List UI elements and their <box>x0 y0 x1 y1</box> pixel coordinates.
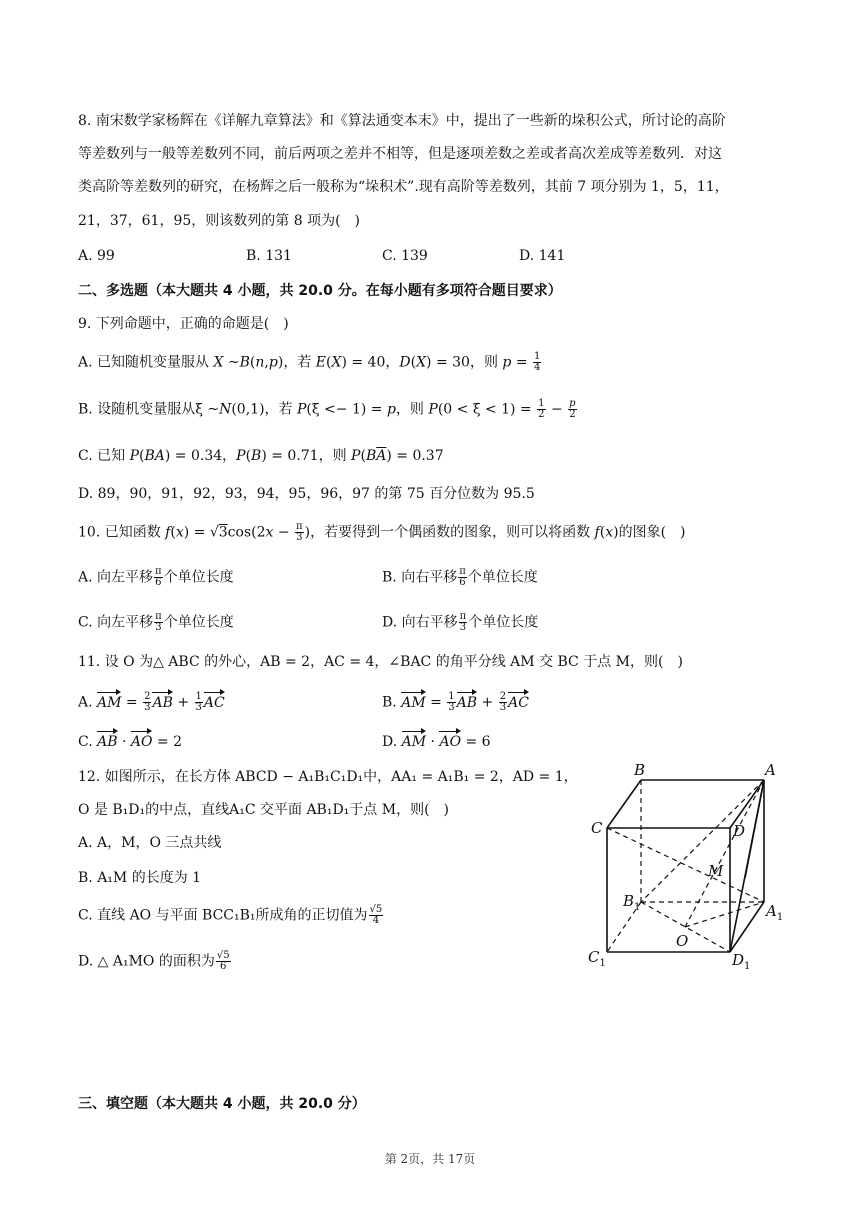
point-label-M: M <box>708 862 724 880</box>
q8-line2: 等差数列与一般等差数列不同，前后两项之差并不相等，但是逐项差数之差或者高次差成等差数列．对这 <box>78 146 722 162</box>
vertex-label-A: A <box>765 761 776 779</box>
q8-line4: 21，37，61，95，则该数列的第 8 项为( ) <box>78 213 360 229</box>
q8-option-b: B. 131 <box>246 248 292 264</box>
q12-option-d: D. △ A₁MO 的面积为 $\frac{√5}{6}$ <box>78 950 230 972</box>
vertex-label-B1: $B_1$ <box>623 892 641 913</box>
q12-stem-line2: O 是 B₁D₁的中点，直线A₁C 交平面 AB₁D₁于点 M，则( ) <box>78 802 450 818</box>
q8-line1: 8. 南宋数学家杨辉在《详解九章算法》和《算法通变本末》中，提出了一些新的垛积公式，所讨论的高阶 <box>78 113 726 129</box>
vertex-label-A1: $A_1$ <box>766 902 784 923</box>
q11-option-c: C. AB · AO = 2 <box>78 734 183 750</box>
q9-option-b: B. 设随机变量服从ξ ~N(0,1)，若 P(ξ <− 1) = p，则 P(0 < ξ < 1) = $\frac{1}{2}$ − $\frac{p}{2}$ <box>78 398 576 420</box>
q9-option-d: D. 89，90，91，92，93，94，95，96，97 的第 75 百分位数为 95.5 <box>78 486 535 502</box>
vertex-label-D: D <box>733 822 746 840</box>
q10-stem: 10. 已知函数 f(x) = √3cos(2x − $\frac{\pi}{3}$ )，若要得到一个偶函数的图象，则可以将函数 f(x)的图象( ) <box>78 521 686 543</box>
q10-option-a: A. 向左平移 $\frac{\pi}{6}$ 个单位长度 <box>78 566 234 588</box>
q8-option-a: A. 99 <box>78 248 115 264</box>
q10-option-b: B. 向右平移 $\frac{\pi}{6}$ 个单位长度 <box>382 566 538 588</box>
vertex-label-D1: $D_1$ <box>732 951 751 972</box>
vertex-label-C1: $C_1$ <box>588 948 606 969</box>
q12-stem-line1: 12. 如图所示，在长方体 ABCD − A₁B₁C₁D₁中，AA₁ = A₁B₁ = 2，AD = 1， <box>78 769 578 785</box>
q10-option-c: C. 向左平移 $\frac{\pi}{3}$ 个单位长度 <box>78 611 234 633</box>
page-footer: 第 2页，共 17页 <box>384 1152 476 1166</box>
section-heading-2: 二、多选题（本大题共 4 小题，共 20.0 分。在每小题有多项符合题目要求） <box>78 283 562 299</box>
q11-option-b: B. AM = $\frac{1}{3}$ AB + $\frac{2}{3}$ AC <box>382 691 529 713</box>
q11-option-a: A. AM = $\frac{2}{3}$ AB + $\frac{1}{3}$ AC <box>78 691 225 713</box>
q11-option-d: D. AM · AO = 6 <box>382 734 491 750</box>
q9-option-c: C. 已知 P(BA) = 0.34，P(B) = 0.71，则 $P(B\overline{A}) = 0.37$ <box>78 448 444 464</box>
q8-option-d: D. 141 <box>519 248 566 264</box>
q8-option-c: C. 139 <box>382 248 428 264</box>
q10-option-d: D. 向右平移 $\frac{\pi}{3}$ 个单位长度 <box>382 611 539 633</box>
q11-stem: 11. 设 O 为△ ABC 的外心，AB = 2，AC = 4，∠BAC 的角平分线 AM 交 BC 于点 M，则( ) <box>78 654 683 670</box>
q9-option-a: A. 已知随机变量服从 X ~B(n,p)，若 E(X) = 40，D(X) = 30，则 p = $\frac{1}{4}$ <box>78 351 541 373</box>
cuboid-figure <box>580 760 790 975</box>
q8-line3: 类高阶等差数列的研究，在杨辉之后一般称为“垛积术”.现有高阶等差数列，其前 7 项分别为 1，5，11， <box>78 179 729 195</box>
vertex-label-C: C <box>591 819 603 837</box>
q12-option-c: C. 直线 AO 与平面 BCC₁B₁所成角的正切值为 $\frac{√5}{4}$ <box>78 904 383 926</box>
point-label-O: O <box>676 932 689 950</box>
vertex-label-B: B <box>634 761 646 779</box>
q12-option-b: B. A₁M 的长度为 1 <box>78 870 202 886</box>
q9-stem: 9. 下列命题中，正确的命题是( ) <box>78 316 289 332</box>
section-heading-3: 三、填空题（本大题共 4 小题，共 20.0 分） <box>78 1096 366 1112</box>
q12-option-a: A. A，M，O 三点共线 <box>78 835 222 851</box>
